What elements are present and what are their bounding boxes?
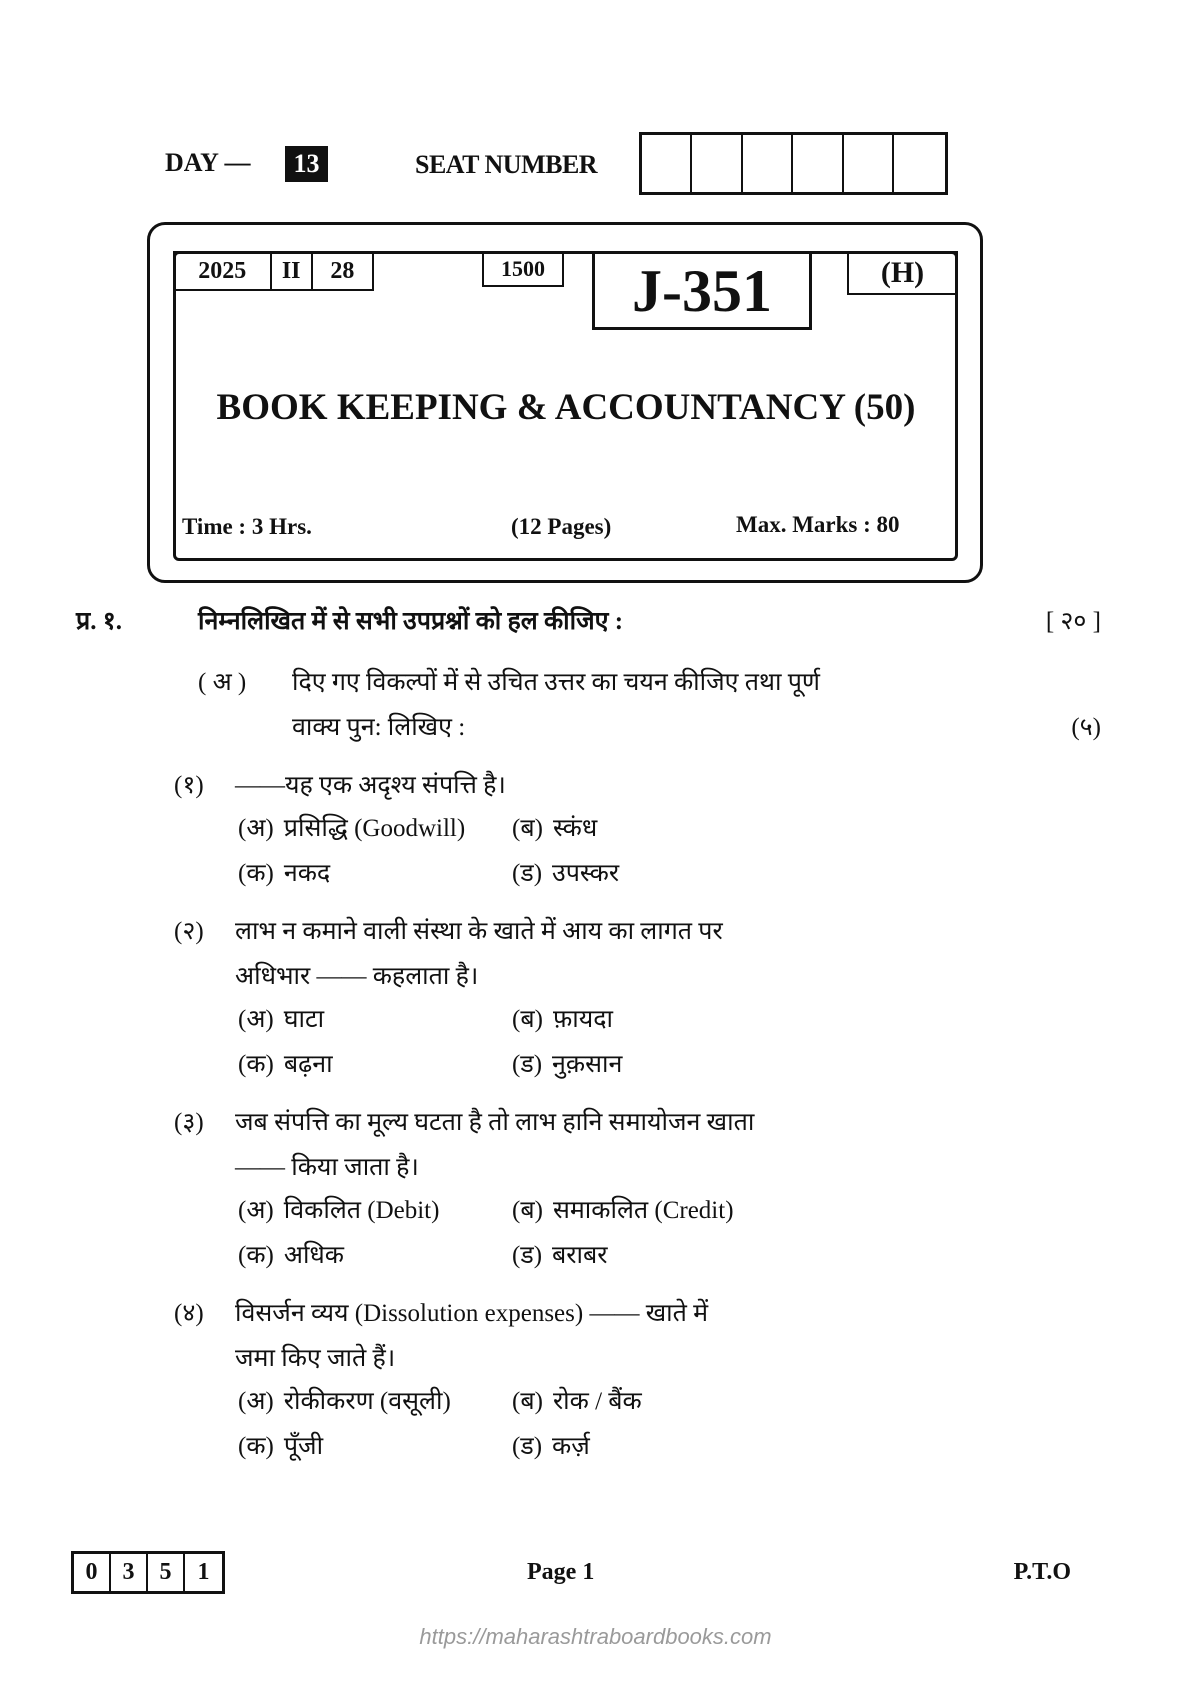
item-number: (४) (174, 1300, 204, 1327)
item-number: (२) (174, 918, 204, 945)
option-label: (क) (238, 1242, 274, 1269)
code-digit: 3 (111, 1554, 148, 1591)
option-label: (ब) (512, 1197, 543, 1224)
seat-cell[interactable] (642, 135, 692, 192)
page-count: (12 Pages) (511, 514, 612, 539)
option-text: स्कंध (552, 815, 598, 842)
option-text: विकलित (Debit) (283, 1197, 440, 1224)
item-text: विसर्जन व्यय (Dissolution expenses) —— खाते में (235, 1300, 709, 1327)
page-number: Page 1 (527, 1559, 595, 1585)
max-marks: Max. Marks : 80 (736, 512, 900, 537)
option-text: फ़ायदा (552, 1006, 613, 1033)
seat-cell[interactable] (894, 135, 944, 192)
day-number: 13 (285, 146, 328, 182)
option-text: नुक़सान (552, 1051, 623, 1078)
day-label: DAY — (165, 148, 251, 177)
paper-code: J-351 (592, 251, 812, 330)
item-text: जब संपत्ति का मूल्य घटता है तो लाभ हानि समायोजन खाता (235, 1109, 755, 1136)
item-text: लाभ न कमाने वाली संस्था के खाते में आय का लागत पर (235, 918, 723, 945)
question-marks: [ २० ] (1045, 608, 1101, 635)
mcq-item-3 (174, 1107, 1101, 1272)
part-instruction-line2: वाक्य पुन: लिखिए : (292, 714, 466, 741)
option-label: (ड) (512, 1433, 543, 1460)
seat-number-label: SEAT NUMBER (415, 150, 598, 179)
watermark: https://maharashtraboardbooks.com (419, 1624, 772, 1649)
mcq-item-1 (174, 770, 1101, 890)
code-digit: 5 (148, 1554, 185, 1591)
seat-cell[interactable] (844, 135, 894, 192)
exam-year: 2025 (175, 253, 272, 289)
item-text: जमा किए जाते हैं। (235, 1345, 396, 1372)
option-label: (ब) (512, 1388, 543, 1415)
medium-badge: (H) (847, 251, 958, 295)
option-text: अधिक (283, 1242, 345, 1269)
option-text: रोकीकरण (वसूली) (283, 1388, 451, 1415)
option-label: (अ) (238, 1197, 274, 1224)
option-text: घाटा (283, 1006, 325, 1033)
seat-cell[interactable] (743, 135, 793, 192)
option-text: नकद (283, 860, 331, 887)
option-text: कर्ज़ (552, 1433, 590, 1460)
seat-cell[interactable] (793, 135, 843, 192)
seat-cell[interactable] (692, 135, 742, 192)
option-label: (क) (238, 1051, 274, 1078)
option-text: पूँजी (283, 1433, 324, 1460)
item-text: अधिभार —— कहलाता है। (235, 963, 479, 990)
part-label: ( अ ) (198, 669, 247, 696)
part-marks: (५) (1071, 714, 1101, 741)
option-label: (अ) (238, 1006, 274, 1033)
please-turn-over: P.T.O (1013, 1559, 1071, 1585)
option-label: (ड) (512, 860, 543, 887)
paper-code-digits (71, 1551, 225, 1594)
item-number: (३) (174, 1109, 204, 1136)
option-label: (ब) (512, 1006, 543, 1033)
seat-number-boxes[interactable] (639, 132, 948, 195)
option-label: (ड) (512, 1242, 543, 1269)
page-footer (0, 1551, 1191, 1594)
code-digit: 1 (197, 1559, 210, 1585)
option-text: बराबर (552, 1242, 608, 1269)
question-number: प्र. १. (76, 608, 122, 635)
mcq-item-2 (174, 916, 1101, 1081)
option-text: रोक / बैंक (552, 1388, 642, 1415)
option-text: प्रसिद्धि (Goodwill) (283, 815, 466, 842)
date-code-box (173, 251, 374, 291)
item-number: (१) (174, 772, 204, 799)
option-label: (अ) (238, 1388, 274, 1415)
option-text: बढ़ना (283, 1051, 333, 1078)
option-text: समाकलित (Credit) (552, 1197, 734, 1224)
mcq-item-4 (174, 1298, 1101, 1463)
option-label: (क) (238, 1433, 274, 1460)
exam-date: 28 (330, 258, 355, 284)
time-code-box: 1500 (482, 251, 564, 287)
question-heading: निम्नलिखित में से सभी उपप्रश्नों को हल कीजिए : (198, 608, 624, 635)
subject-title: BOOK KEEPING & ACCOUNTANCY (50) (216, 387, 916, 428)
part-instruction-line1: दिए गए विकल्पों में से उचित उत्तर का चयन कीजिए तथा पूर्ण (292, 669, 820, 696)
item-text: ——यह एक अदृश्य संपत्ति है। (235, 772, 506, 799)
exam-month: II (272, 253, 313, 289)
code-digit: 0 (74, 1554, 111, 1591)
exam-time: Time : 3 Hrs. (182, 514, 312, 539)
option-text: उपस्कर (552, 860, 620, 887)
question-section (0, 606, 1191, 1551)
option-label: (ड) (512, 1051, 543, 1078)
option-label: (क) (238, 860, 274, 887)
option-label: (ब) (512, 815, 543, 842)
option-label: (अ) (238, 815, 274, 842)
item-text: —— किया जाता है। (235, 1154, 419, 1181)
